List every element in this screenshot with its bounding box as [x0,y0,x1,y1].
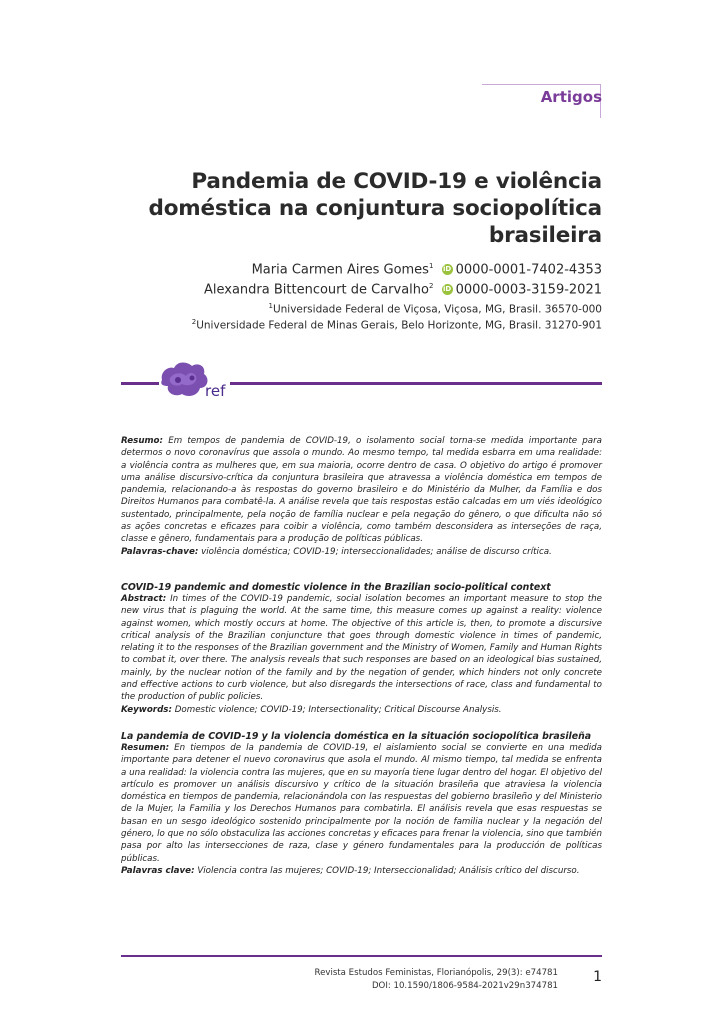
english-title: COVID-19 pandemic and domestic violence in the Brazilian socio-political context [121,582,551,593]
divider-left [121,382,159,385]
author-line [142,262,602,277]
abstract-text: En tiempos de la pandemia de COVID-19, el aislamiento social se convierte en una medida importante para detener el nuevo coronavirus que asola el mundo. Al mismo tiempo, tal medida se enfrenta a una realidad: la violencia contra las mujeres, que en su mayoría tiene lugar dentro del hogar. El objetivo del artículo es promover un análisis discursivo y crítico de la situación brasileña que atraviesa la violencia doméstica en tiempos de pandemia, relacionándola con las respuestas del gobierno brasileño y del Ministerio de la Mujer, la Familia y los Derechos Humanos para combatirla. El análisis revela que esas respuestas se basan en un sesgo ideológico sostenido principalmente por la noción de familia nuclear y la negación del género, lo que no sólo obstaculiza las acciones concretas y eficaces para frenar la violencia, sino que también pasa por alto las intersecciones de raza, clase y género fundamentales para la producción de políticas públicas. [121,743,602,864]
abstract-spanish [121,742,602,877]
keywords-text: violência doméstica; COVID-19; interseccionalidades; análise de discurso crítica. [201,546,552,557]
journal-logo-text: ref [205,382,226,400]
affiliation-mark: 2 [191,318,197,326]
orcid-id[interactable]: 0000-0003-3159-2021 [455,282,602,298]
footer-rule [121,955,602,957]
abstract-portuguese [121,435,602,558]
keywords-label: Palavras-chave: [121,546,199,557]
author-name: Maria Carmen Aires Gomes [251,262,429,278]
author-line [142,282,602,297]
journal-citation: Revista Estudos Feministas, Florianópolis, 29(3): e74781 [314,968,558,978]
abstract-label: Abstract: [121,594,167,604]
keywords-label: Keywords: [121,704,172,715]
keywords-text: Domestic violence; COVID-19; Intersectionality; Critical Discourse Analysis. [174,704,502,715]
orcid-icon[interactable]: iD [442,285,452,294]
abstract-text: Em tempos de pandemia de COVID-19, o isolamento social torna-se medida importante para determos o novo coronavírus que assola o mundo. Ao mesmo tempo, tal medida esbarra em uma realidade: a violência contra as mulheres que, em sua maioria, ocorre dentro de casa. O objetivo do artigo é promover uma análise discursivo-crítica da conjuntura brasileira que atravessa a violência doméstica em tempos de pandemia, relacionando-a às respostas do governo brasileiro e do Ministério da Mulher, da Família e dos Direitos Humanos para combatê-la. A análise revela que tais respostas estão calcadas em um viés ideológico sustentado, principalmente, pela noção de família nuclear e pela negação do gênero, o que dificulta não só as ações concretas e eficazes para coibir a violência, como também desconsidera as interseções de raça, classe e gênero, fundamentais para a produção de políticas públicas. [121,436,602,545]
affiliation [122,302,602,316]
orcid-id[interactable]: 0000-0001-7402-4353 [455,262,602,278]
article-title: Pandemia de COVID-19 e violência doméstica na conjuntura sociopolítica brasileira [148,169,602,248]
keywords-text: Violencia contra las mujeres; COVID-19; Interseccionalidad; Análisis crítico del discurso. [197,865,580,876]
author-name: Alexandra Bittencourt de Carvalho [203,282,429,298]
abstract-english [121,593,602,716]
affiliation-text: Universidade Federal de Minas Gerais, Belo Horizonte, MG, Brasil. 31270-901 [196,319,602,332]
affiliation-text: Universidade Federal de Viçosa, Viçosa, MG, Brasil. 36570-000 [272,303,602,316]
affiliation [122,318,602,332]
author-affiliation-mark: 2 [428,282,434,290]
section-rule [482,84,600,85]
author-affiliation-mark: 1 [428,262,434,270]
section-label: Artigos [540,88,602,106]
page-number: 1 [593,969,602,985]
affiliation-mark: 1 [268,302,273,310]
abstract-label: Resumen: [121,743,170,753]
doi-link[interactable]: DOI: 10.1590/1806-9584-2021v29n374781 [371,981,558,991]
keywords-label: Palavras clave: [121,865,195,876]
abstract-label: Resumo: [121,436,163,446]
abstract-text: In times of the COVID-19 pandemic, social isolation becomes an important measure to stop the new virus that is plaguing the world. At the same time, this measure comes up against a reality: violence against women, which mostly occurs at home. The objective of this article is, then, to promote a discursive critical analysis of the Brazilian conjuncture that goes through domestic violence in times of pandemic, relating it to the responses of the Brazilian government and the Ministry of Women, Family and Human Rights to combat it, over there. The analysis reveals that such responses are based on an ideological bias sustained, mainly, by the nuclear notion of the family and by the negation of gender, which hinders not only concrete and effective actions to curb violence, but also disregards the intersections of race, class and fundamental to the production of public policies. [121,594,602,703]
orcid-icon[interactable]: iD [442,265,452,274]
spanish-title: La pandemia de COVID-19 y la violencia doméstica en la situación sociopolítica brasileña [121,731,592,742]
divider-right [230,382,602,385]
